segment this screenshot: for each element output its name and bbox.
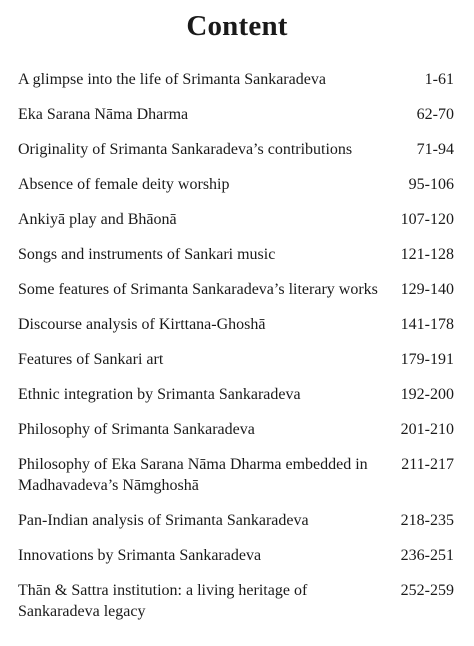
toc-entry-title: Some features of Srimanta Sankaradeva’s literary works [18,281,378,298]
table-of-contents [18,69,454,636]
toc-entry [18,510,454,531]
toc-entry [18,349,454,370]
toc-entry-title: Ankiyā play and Bhāonā [18,211,177,228]
toc-entry-pages: 201-210 [400,421,454,438]
toc-entry-pages: 236-251 [400,547,454,564]
toc-entry-title: Philosophy of Srimanta Sankaradeva [18,421,255,438]
toc-entry-title: Innovations by Srimanta Sankaradeva [18,547,262,564]
toc-entry-title: Features of Sankari art [18,351,164,368]
page-title: Content [186,10,288,42]
toc-entry [18,209,454,230]
toc-entry-title: Ethnic integration by Srimanta Sankaradeva [18,386,301,403]
toc-entry-pages: 141-178 [400,316,454,333]
toc-entry-pages: 252-259 [400,582,454,599]
toc-entry [18,174,454,195]
toc-entry-title: Pan-Indian analysis of Srimanta Sankaradeva [18,512,309,529]
toc-entry [18,104,454,125]
toc-entry-pages: 121-128 [400,246,454,263]
toc-entry-pages: 1-61 [424,71,454,88]
toc-entry-title: Discourse analysis of Kirttana-Ghoshā [18,316,266,333]
toc-entry-title: Philosophy of Eka Sarana Nāma Dharma embedded in Madhavadeva’s Nāmghoshā [18,456,368,494]
toc-entry [18,580,454,622]
toc-entry-pages: 62-70 [416,106,454,123]
toc-entry [18,545,454,566]
toc-entry [18,139,454,160]
toc-entry [18,419,454,440]
toc-entry [18,384,454,405]
toc-entry [18,244,454,265]
toc-entry [18,69,454,90]
toc-entry [18,279,454,300]
toc-entry-pages: 192-200 [400,386,454,403]
toc-entry-pages: 95-106 [408,176,454,193]
toc-entry-title: A glimpse into the life of Srimanta Sankaradeva [18,71,326,88]
toc-entry-title: Songs and instruments of Sankari music [18,246,276,263]
toc-entry-pages: 107-120 [400,211,454,228]
toc-entry-title: Thān & Sattra institution: a living heritage of Sankaradeva legacy [18,582,308,620]
toc-entry-title: Eka Sarana Nāma Dharma [18,106,189,123]
toc-entry [18,314,454,335]
toc-entry-pages: 71-94 [416,141,454,158]
toc-entry-pages: 129-140 [400,281,454,298]
toc-entry [18,454,454,496]
toc-entry-title: Originality of Srimanta Sankaradeva’s contributions [18,141,353,158]
toc-entry-title: Absence of female deity worship [18,176,230,193]
toc-entry-pages: 211-217 [401,456,454,473]
toc-entry-pages: 179-191 [400,351,454,368]
toc-entry-pages: 218-235 [400,512,454,529]
